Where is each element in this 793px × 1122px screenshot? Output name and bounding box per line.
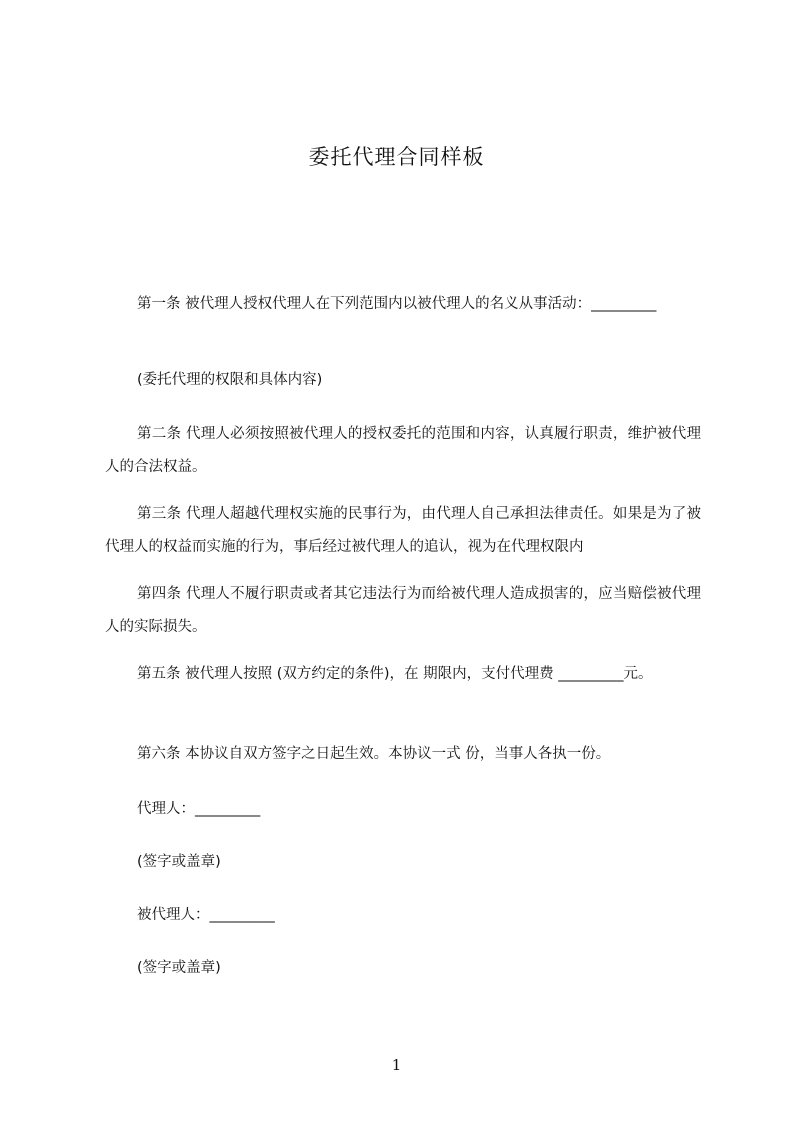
article-3: 第三条 代理人超越代理权实施的民事行为，由代理人自己承担法律责任。如果是为了被代理人的权益而实施的行为，事后经过被代理人的追认，视为在代理权限内	[105, 506, 701, 555]
article-1-note: (委托代理的权限和具体内容)	[137, 372, 323, 388]
principal-signature-line: 被代理人：_________	[137, 907, 275, 923]
article-1: 第一条 被代理人授权代理人在下列范围内以被代理人的名义从事活动：_________	[137, 296, 657, 312]
page-number: 1	[391, 1056, 402, 1074]
principal-sign-note: (签字或盖章)	[137, 960, 221, 976]
article-4: 第四条 代理人不履行职责或者其它违法行为而给被代理人造成损害的，应当赔偿被代理人的实际损失。	[105, 586, 701, 635]
page-title: 委托代理合同样板	[308, 145, 485, 169]
article-5: 第五条 被代理人按照 (双方约定的条件)，在 期限内，支付代理费 _________元。	[137, 666, 653, 682]
agent-signature-line: 代理人：_________	[137, 801, 261, 817]
article-2: 第二条 代理人必须按照被代理人的授权委托的范围和内容，认真履行职责，维护被代理人的合法权益。	[105, 426, 701, 475]
article-6: 第六条 本协议自双方签字之日起生效。本协议一式 份，当事人各执一份。	[137, 746, 611, 762]
agent-sign-note: (签字或盖章)	[137, 854, 221, 870]
